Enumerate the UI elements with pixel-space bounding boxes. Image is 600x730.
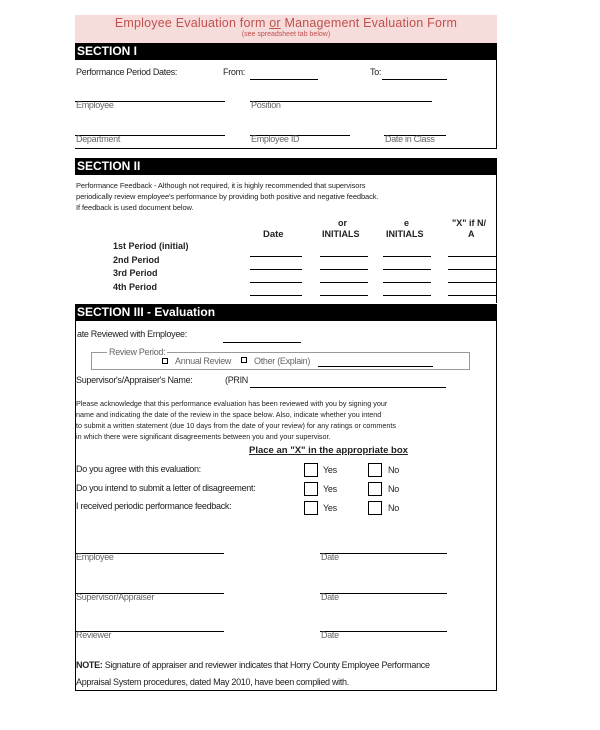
section-3-heading: SECTION III - Evaluation xyxy=(75,304,497,321)
print-label: (PRIN xyxy=(225,375,248,385)
period-1-date-field[interactable] xyxy=(250,256,302,257)
section-1-heading: SECTION I xyxy=(75,43,497,60)
yes-label: Yes xyxy=(323,503,337,513)
feedback-text-line-1: Performance Feedback - Although not required, it is highly recommended that supervisors xyxy=(76,181,366,190)
question-agree: Do you agree with this evaluation: xyxy=(76,464,201,474)
question-periodic-feedback: I received periodic performance feedback: xyxy=(76,501,232,511)
col-date-header: Date xyxy=(263,229,284,240)
section-3-right-border xyxy=(496,321,497,691)
period-4-date-field[interactable] xyxy=(250,295,302,296)
signature-reviewer-label: Reviewer xyxy=(76,630,112,640)
note-text-line-2: Appraisal System procedures, dated May 2010, have been complied with. xyxy=(76,677,349,687)
other-explain-checkbox[interactable] xyxy=(241,357,247,363)
note-text-line-1: NOTE: Signature of appraiser and reviewer indicates that Horry County Employee Performance xyxy=(76,660,430,670)
period-3-na-field[interactable] xyxy=(448,282,496,283)
period-row-label: 3rd Period xyxy=(113,268,158,278)
signature-date-label: Date xyxy=(321,592,339,602)
period-2-date-field[interactable] xyxy=(250,269,302,270)
question-disagreement-letter: Do you intend to submit a letter of disagreement: xyxy=(76,483,256,493)
period-3-initials-2-field[interactable] xyxy=(383,282,431,283)
period-dates-label: Performance Period Dates: xyxy=(76,67,178,77)
period-row-label: 2nd Period xyxy=(113,255,160,265)
review-period-label: Review Period: xyxy=(109,347,166,357)
feedback-text-line-2: periodically review employee's performance by providing both positive and negative feedback. xyxy=(76,192,379,201)
feedback-text-line-3: If feedback is used document below. xyxy=(76,203,194,212)
col-na-header: A xyxy=(468,229,475,239)
period-2-initials-2-field[interactable] xyxy=(383,269,431,270)
form-subtitle: (see spreadsheet tab below) xyxy=(241,31,331,38)
period-3-initials-field[interactable] xyxy=(320,282,368,283)
department-label: Department xyxy=(76,134,121,144)
period-row-label: 4th Period xyxy=(113,282,158,292)
date-reviewed-field[interactable] xyxy=(223,342,301,343)
from-field[interactable] xyxy=(250,79,318,80)
other-explain-label: Other (Explain) xyxy=(254,356,311,366)
feedback-yes-checkbox[interactable] xyxy=(304,501,318,515)
acknowledge-text-line-4: in which there were significant disagreements between you and your supervisor. xyxy=(76,432,331,441)
feedback-no-checkbox[interactable] xyxy=(368,501,382,515)
from-label: From: xyxy=(223,67,245,77)
no-label: No xyxy=(388,503,399,513)
period-4-na-field[interactable] xyxy=(448,295,496,296)
annual-review-checkbox[interactable] xyxy=(162,358,168,364)
col-initials-2-top: e xyxy=(404,218,410,228)
section-1-border xyxy=(496,60,497,148)
form-header xyxy=(75,15,497,43)
agree-no-checkbox[interactable] xyxy=(368,463,382,477)
position-label: Position xyxy=(251,100,281,110)
form-title: Employee Evaluation form or Management Evaluation Form xyxy=(114,16,458,30)
no-label: No xyxy=(388,465,399,475)
letter-yes-checkbox[interactable] xyxy=(304,482,318,496)
no-label: No xyxy=(388,484,399,494)
supervisor-name-label: Supervisor's/Appraiser's Name: xyxy=(76,375,193,385)
acknowledge-text-line-1: Please acknowledge that this performance evaluation has been reviewed with you by signing your xyxy=(76,399,388,408)
annual-review-label: Annual Review xyxy=(175,356,232,366)
yes-label: Yes xyxy=(323,465,337,475)
period-row-label: 1st Period (initial) xyxy=(113,241,189,251)
place-x-instruction: Place an "X" in the appropriate box xyxy=(249,445,408,456)
signature-employee-label: Employee xyxy=(76,552,114,562)
employee-label: Employee xyxy=(76,100,114,110)
letter-no-checkbox[interactable] xyxy=(368,482,382,496)
period-4-initials-field[interactable] xyxy=(320,295,368,296)
period-1-initials-field[interactable] xyxy=(320,256,368,257)
period-4-initials-2-field[interactable] xyxy=(383,295,431,296)
section-1-bottom-rule xyxy=(75,148,497,149)
date-in-class-label: Date in Class xyxy=(385,134,435,144)
to-field[interactable] xyxy=(382,79,447,80)
other-explain-field[interactable] xyxy=(318,366,433,367)
period-3-date-field[interactable] xyxy=(250,282,302,283)
section-2-border xyxy=(496,175,497,303)
agree-yes-checkbox[interactable] xyxy=(304,463,318,477)
period-1-na-field[interactable] xyxy=(448,256,496,257)
supervisor-signature-date-field[interactable] xyxy=(320,593,447,594)
col-initials-2-header: INITIALS xyxy=(386,229,424,239)
signature-date-label: Date xyxy=(321,552,339,562)
supervisor-name-field[interactable] xyxy=(250,387,446,388)
section-2-heading: SECTION II xyxy=(75,158,497,175)
employee-id-label: Employee ID xyxy=(251,134,300,144)
yes-label: Yes xyxy=(323,484,337,494)
date-reviewed-label: ate Reviewed with Employee: xyxy=(77,329,187,339)
period-2-na-field[interactable] xyxy=(448,269,496,270)
acknowledge-text-line-2: name and indicating the date of the review in the space below. Also, indicate whether you intend xyxy=(76,410,382,419)
period-2-initials-field[interactable] xyxy=(320,269,368,270)
reviewer-signature-date-field[interactable] xyxy=(320,631,447,632)
acknowledge-text-line-3: to submit a written statement (due 10 days from the date of your review) for any ratings or comments xyxy=(76,421,396,430)
signature-supervisor-label: Supervisor/Appraiser xyxy=(76,592,155,602)
signature-date-label: Date xyxy=(321,630,339,640)
period-1-initials-2-field[interactable] xyxy=(383,256,431,257)
col-initials-1-top: or xyxy=(338,218,347,228)
col-na-top: "X" if N/ xyxy=(452,218,487,228)
col-initials-1-header: INITIALS xyxy=(322,229,360,239)
form-bottom-rule xyxy=(75,690,497,691)
to-label: To: xyxy=(370,67,382,77)
employee-signature-date-field[interactable] xyxy=(320,553,447,554)
